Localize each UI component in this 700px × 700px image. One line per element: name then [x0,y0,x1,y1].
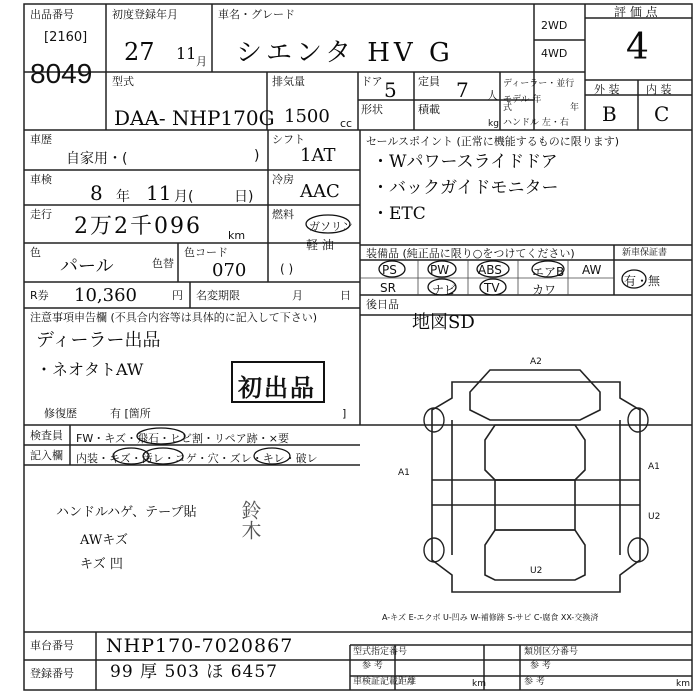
sales-point-line: ・ETC [372,204,426,224]
color-code: 070 [212,260,247,281]
fuel-label: 燃料 [272,208,294,221]
inspection-month: 11 [146,181,172,205]
sales-point-line: ・バックガイドモニター [372,178,559,198]
exterior-label: 外 装 [594,83,620,96]
prev-mileage-unit-2: km [676,679,690,689]
interior-grade: C [654,102,670,126]
exterior-checklist: FW・キズ・飛石・ヒビ割・リペア跡・×要 [76,432,289,445]
mileage-value: 2万2千096 [74,214,202,239]
sales-point-label: セールスポイント (正常に機能するものに限ります) [366,135,620,148]
fuel-diesel: 軽 油 [306,238,334,252]
equip-abs: ABS [478,263,502,277]
damage-mark: A1 [398,468,410,478]
history-value: 自家用・( [66,151,128,167]
shift-label: シフト [272,133,305,146]
score-value: 4 [626,27,649,68]
repair-value: 有 [箇所 [110,407,151,420]
remark-line: AWキズ [80,533,128,548]
damage-mark: A1 [648,462,660,472]
remark-line: ハンドルハゲ、テープ貼 [56,505,197,520]
plate-number: 99 厚 503 ほ 6457 [110,662,278,682]
ac-label: 冷房 [272,173,294,186]
aftermarket-label: 後日品 [366,298,399,311]
chassis-number: NHP170-7020867 [106,635,294,657]
displacement-value: 1500 [284,106,330,127]
wheels [424,408,648,562]
entry-label: 記入欄 [30,449,63,462]
equip-leather: カワ [532,283,557,297]
reg-month: 11 [176,44,197,63]
designation-label: 型式指定番号 [353,647,408,657]
capacity-label: 定員 [418,75,440,88]
dealer-label: ディーラー・並行 [503,79,575,89]
color-label: 色 [30,246,41,259]
name-change-label: 名変期限 [196,289,240,302]
warranty-label: 新車保証書 [622,248,668,258]
color-code-label: 色コード [184,246,228,259]
load-label: 積載 [418,103,440,116]
shift-value: 1AT [300,145,336,166]
category-sub: 参 考 [530,661,551,671]
damage-mark: U2 [648,512,661,522]
inspection-day-unit: 日) [234,189,254,205]
model-value: DAA- NHP170G [114,106,275,130]
equip-aw: AW [582,263,602,277]
equip-tv: TV [484,281,500,295]
car-name-label: 車名・グレード [218,8,295,21]
history-paren-close: ) [254,148,260,164]
prev-mileage-unit: km [472,679,486,689]
lot-label: 出品番号 [30,8,74,21]
remark-line: キズ 凹 [80,557,123,572]
chassis-label: 車台番号 [30,639,74,652]
category-label: 類別区分番号 [524,647,579,657]
reg-date-label: 初度登録年月 [112,8,178,21]
repair-label: 修復歴 [44,407,77,420]
handle-label: ハンドル 左・右 [503,118,569,128]
inspector-label: 検査員 [30,429,63,442]
notes-label: 注意事項申告欄 (不具合内容等は具体的に記入して下さい) [30,311,318,324]
year-unit: 年 [570,103,580,113]
prev-mileage-label: 車検証記載距離 [353,677,417,687]
history-label: 車歴 [30,133,52,146]
model-year-label: モデル 年式 [503,95,542,113]
score-label: 評 価 点 [614,5,658,19]
color-value: パール [60,256,114,277]
recycle-label: R券 [30,289,49,302]
equip-sr: SR [380,281,396,295]
car-name: シエンタ HV G [236,38,454,68]
mileage-unit: km [228,229,246,242]
equipment-label: 装備品 (純正品に限り○をつけてください) [366,247,575,260]
ac-value: AAC [300,181,340,202]
aftermarket-value: 地図SD [412,312,475,333]
displacement-unit: cc [340,117,353,130]
interior-label: 内 装 [646,83,672,96]
prev-mileage-sub: 参 考 [524,677,545,687]
displacement-label: 排気量 [272,75,305,88]
equip-airb: エアB [532,265,565,279]
name-change-month: 月 [292,289,303,302]
door-label: ドア [361,75,383,88]
damage-mark: A2 [530,357,542,367]
damage-legend: A-キズ E-エクボ U-凹み W-補修跡 S-サビ C-腐食 XX-交換済 [382,613,599,622]
model-label: 型式 [112,75,134,88]
fuel-paren: ( ) [280,262,294,276]
name-change-day: 日 [340,289,351,302]
notes-line: ・ネオタトAW [36,360,144,379]
capacity-unit: 人 [487,89,498,102]
drive-4wd: 4WD [541,47,568,60]
reg-month-unit: 月 [196,55,207,68]
inspection-label: 車検 [30,173,52,186]
recycle-unit: 円 [172,289,183,302]
reg-year: 27 [124,38,155,66]
drive-2wd: 2WD [541,19,568,32]
plate-label: 登録番号 [30,667,74,680]
inspection-year: 8 [90,181,103,205]
capacity-value: 7 [456,78,469,102]
repair-close: ] [342,407,347,420]
first-listing-stamp: 初出品 [238,374,316,402]
damage-mark: U2 [530,566,543,576]
warranty-value: 有・無 [624,274,661,288]
recycle-value: 10,360 [74,285,137,306]
door-value: 5 [384,78,397,102]
color-swap-label: 色替 [152,257,174,270]
mileage-label: 走行 [30,208,52,221]
exterior-grade: B [602,102,617,126]
inspection-year-unit: 年 [116,189,130,205]
inspector-stamp: 鈴木 [238,500,262,540]
notes-line: ディーラー出品 [36,330,161,351]
lot-sub: [2160] [44,30,88,45]
sales-point-line: ・Wパワースライドドア [372,152,558,172]
equip-pw: PW [430,263,450,277]
equip-ps: PS [382,263,397,277]
load-unit: kg [488,119,499,129]
shape-label: 形状 [361,103,383,116]
designation-sub: 参 考 [362,661,383,671]
interior-checklist: 内装・キズ・汚レ・コゲ・穴・ズレ・キレ・破レ [76,452,318,465]
car-diagram-lines [432,370,640,592]
fuel-gasoline: ガソリン [309,220,353,233]
inspection-month-unit: 月( [174,189,194,205]
lot-number: 8049 [30,58,93,89]
equip-navi: ナビ [432,283,457,297]
